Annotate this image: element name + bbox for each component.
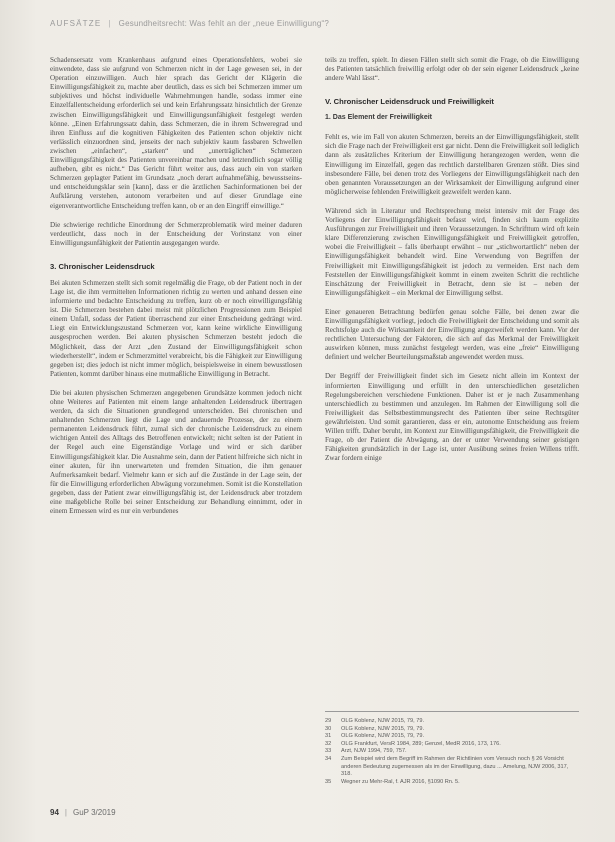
running-header xyxy=(50,19,595,28)
page-footer xyxy=(50,808,116,817)
subheading-element: 1. Das Element der Freiwilligkeit xyxy=(325,114,432,122)
footnote: 30 OLG Koblenz, NJW 2015, 79, 79. xyxy=(325,725,425,732)
left-section-paragraph-2: Die bei akuten physischen Schmerzen angegebenen Grundsätze kommen jedoch nicht ohne Weiteres auf Patienten mit einem lange anhaltenden Leidensdruck übertragen werden, da sich die Situationen grundlegend unterscheiden. Bei chronischen und anhaltenden Schmerzen liegt die Lage und andauernde Prozesse, der zu einem permanenten Leidensdruck führt, zumal sich der chronische Leidensdruck zu einem wichtigen Anteil des Alltags des Betroffenen entwickelt; nicht selten ist der Patient in der Regel auch eine Eigenständige Vorlage und wird er sich darüber Einwilligungsfähigkeit klar. Die Ausnahme sein, dann der Patient hilfreiche sich nicht in einer akuten, für ihn unerwarteten und fremden Situation, die ihm genauer Aufmerksamkeit bedarf. Vielmehr kann er sich auf die Zustände in der Lage sein, der für die Einwilligung erforderlichen Abwägung vorzunehmen. Somit ist die Konstellation gegeben, dass der Patient zwar einwilligungsfähig ist, der Leidensdruck aber trotzdem eine maßgebliche Rolle bei seiner Entscheidung zur Behandlung einnimmt, oder in einem Ermessen wird es nur ein verbundenes xyxy=(50,388,302,516)
footnotes xyxy=(325,711,579,786)
right-paragraph-3: Einer genaueren Betrachtung bedürfen genau solche Fälle, bei denen zwar die Einwilligungsfähigkeit vorliegt, jedoch die Freiwilligkeit der Entscheidung und somit als Rechtsfolge auch die Wirksamkeit der Einwilligung angezweifelt werden kann. Vor der rechtlichen Untersuchung der Faktoren, die sich auf das Merkmal der Freiwilligkeit auswirken können, muss zunächst festgelegt werden, was eine „freie“ Einwilligung definiert und welcher Beurteilungsmaßstab angewendet werden muss. xyxy=(325,307,579,362)
header-subtitle: Gesundheitsrecht: Was fehlt an der „neue Einwilligung“? xyxy=(118,19,330,28)
header-separator: | xyxy=(108,19,112,28)
header-section: AUFSÄTZE xyxy=(50,19,102,28)
footnote: 35 Wegner zu Mehr-Ral, f. AJR 2016, §1090 Rn. 5. xyxy=(325,778,460,785)
right-paragraph-1: Fehlt es, wie im Fall von akuten Schmerzen, bereits an der Einwilligungsfähigkeit, stellt sich die Frage nach der Freiwilligkeit erst gar nicht. Denn die Freiwilligkeit soll lediglich dann als zusätzliches Kriterium der Einwilligung herangezogen werden, wenn die Einwilligung im Einzelfall, gegen das rechtlich darstellbaren Grenzen stößt. Dies sind insbesondere Fälle, bei denen trotz des Vorliegens der Einwilligungsfähigkeit nach den oben genannten Voraussetzungen an der Wirksamkeit der Einwilligung aufgrund einer möglicherweise fehlenden Freiwilligkeit gezweifelt werden kann. xyxy=(325,133,579,196)
footnote: 32 OLG Frankfurt, VersR 1984, 289; Genzel, MedR 2016, 173, 176. xyxy=(325,740,501,747)
section-heading-voluntariness: V. Chronischer Leidensdruck und Freiwilligkeit xyxy=(325,97,494,107)
footnote: 34 Zum Beispiel wird dem Begriff im Rahmen der Richtlinien vom Versuch noch § 26 Vorsicht anderen Bedeutung zugemessen als im der Einwilligung, dazu ... Amelung, NJW 2006, 317, 318. xyxy=(325,755,569,778)
right-column xyxy=(325,56,579,473)
left-paragraph-1: Schadensersatz vom Krankenhaus aufgrund eines Operationsfehlers, wobei sie einwendete, dass sie aufgrund von Schmerzen nicht in der Lage gewesen sei, in der Operation einzuwilligen. Auch hier sprach das Gericht der Klägerin die Einwilligungsfähigkeit zu, machte aber deutlich, dass es sich bei Schmerzen immer um subjektives und höchst individuelle Wahrnehmungen handle, sodass immer eine Einzelfallentscheidung erforderlich sei und kein Erfahrungssatz hinsichtlich der Grenze zwischen Einwilligungsfähigkeit und Einwilligungsunfähigkeit festgelegt werden könne. „Einen Erfahrungssatz dahin, dass Schmerzen, die in ihrem Schweregrad und ihren Einfluss auf die kognitiven Fähigkeiten des Patienten schon objektiv nicht verlässlich einzuordnen sind, jenseits der nach subjektiv kaum fassbaren Schwellen zwischen „einfachen“, „starken“ und „unerträglichen“ Schmerzen Einwilligungsfähigkeit des Patienten unvereinbar machen und letztendlich sogar völlig aufheben, gibt es nicht.“ Das Gericht führt weiter aus, dass auch ein von starken Schmerzen geplagter Patient im Grundsatz „noch derart aufnahmefähig, bewusstseins- und entscheidungsklar sein [kann], dass er die ärztlichen Sachinformationen bei der Aufklärung verstehen, autonom verarbeiten und auf dieser Grundlage eine eigenverantwortliche Entscheidung treffen kann, ob er an den Eingriff einwillige.“ xyxy=(50,56,302,210)
right-paragraph-4: Der Begriff der Freiwilligkeit findet sich im Gesetz nicht allein im Kontext der informierten Einwilligung und erfüllt in den unterschiedlichen gesetzlichen Regelungsbereichen verschiedene Funktionen. Daher ist er je nach Zusammenhang unterschiedlich zu bestimmen und anzulegen. Im Rahmen der Einwilligung soll die Freiwilligkeit das Selbstbestimmungsrecht des Patienten über seine Rechtsgüter gewährleisten. Und somit garantieren, dass er ein, autonome Entscheidung aus freiem Willen trifft. Daher beruht, im Kontext zur Einwilligungsfähigkeit, die Freiwilligkeit die Frage, ob der Patient die Abwägung, an der er unter Verwendung seiner geistigen Fähigkeiten grundsätzlich in der Lage ist, unter Ausübung seines freien Willens trifft. Zwar fordern einige xyxy=(325,372,579,463)
right-top-paragraph: teils zu treffen, spielt. In diesen Fällen stellt sich somit die Frage, ob die Einwilligung des Patienten tatsächlich freiwillig erfolgt oder ob der sein eigener Leidensdruck „keine andere Wahl lässt“. xyxy=(325,56,579,83)
left-column xyxy=(50,56,302,526)
footnote: 29 OLG Koblenz, NJW 2015, 79, 79. xyxy=(325,718,425,724)
journal-issue: GuP 3/2019 xyxy=(72,808,116,817)
right-paragraph-2: Während sich in Literatur und Rechtsprechung meist intensiv mit der Frage des Vorliegens der Einwilligungsfähigkeit befasst wird, finden sich kaum explizite Ausführungen zur Freiwilligkeit und ihren Voraussetzungen. In Schrifttum wird oft kein klare Differenzierung zwischen Einwilligungsfähigkeit und Freiwilligkeit getroffen, wobei die Freiwilligkeit – falls überhaupt erwähnt – nur „stichwortartlich“ neben der Einwilligungsfähigkeit behandelt wird. Eine Verwendung von Begriffen der Freiwilligkeit mit Einwilligungsfähigkeit ist jedoch zu vermeiden. Erst nach dem Feststellen der Einwilligungsfähigkeit kommt in einem zweiten Schritt die rechtliche Einschätzung der Freiwilligkeit in Betracht, denn sie ist – neben der Einwilligungsfähigkeit – ein Merkmal der Einwilligung selbst. xyxy=(325,206,579,297)
left-section-paragraph-1: Bei akuten Schmerzen stellt sich somit regelmäßig die Frage, ob der Patient noch in der Lage ist, die ihm vermittelten Informationen richtig zu werten und anhand dessen eine informierte und bedachte Entscheidung zu treffen, kurz ob er noch einwilligungsfähig ist. Die Schmerzen bestehen dabei meist mit plötzlichen Progressionen zum Beispiel einem Unfall, sodass der Patient überraschend zur einer Entscheidung gedrängt wird. Liegt ein Entwicklungszustand Schmerzen vor, kann keine wirkliche Einwilligung ausgesprochen werden. Bei akuten physischen Schmerzen besteht jedoch die Möglichkeit, dass der Arzt „den Zustand der Einwilligungsfähigkeit schon wiederherstellt“, indem er Schmerzmittel verabreicht, bis die Fähigkeit zur Einwilligung gegeben ist; dies jedoch ist nicht immer möglich, beispielsweise in einem bewusstlosen Patienten, kommt darüber hinaus eine mutmaßliche Einwilligung in Betracht. xyxy=(50,278,302,378)
page-number: 94 xyxy=(50,808,59,817)
footer-separator: | xyxy=(64,808,67,817)
footnote: 31 OLG Koblenz, NJW 2015, 79, 79. xyxy=(325,733,425,740)
section-heading-chronic: 3. Chronischer Leidensdruck xyxy=(50,261,155,271)
footnote: 33 Arzt, NJW 1994, 759, 757. xyxy=(325,748,407,755)
left-paragraph-2: Die schwierige rechtliche Einordnung der Schmerzproblematik wird meiner daduren verdeutlicht, dass noch in der Entscheidung der Vorinstanz von einer Einwilligungsunfähigkeit der Patientin ausgegangen wurde. xyxy=(50,220,302,247)
